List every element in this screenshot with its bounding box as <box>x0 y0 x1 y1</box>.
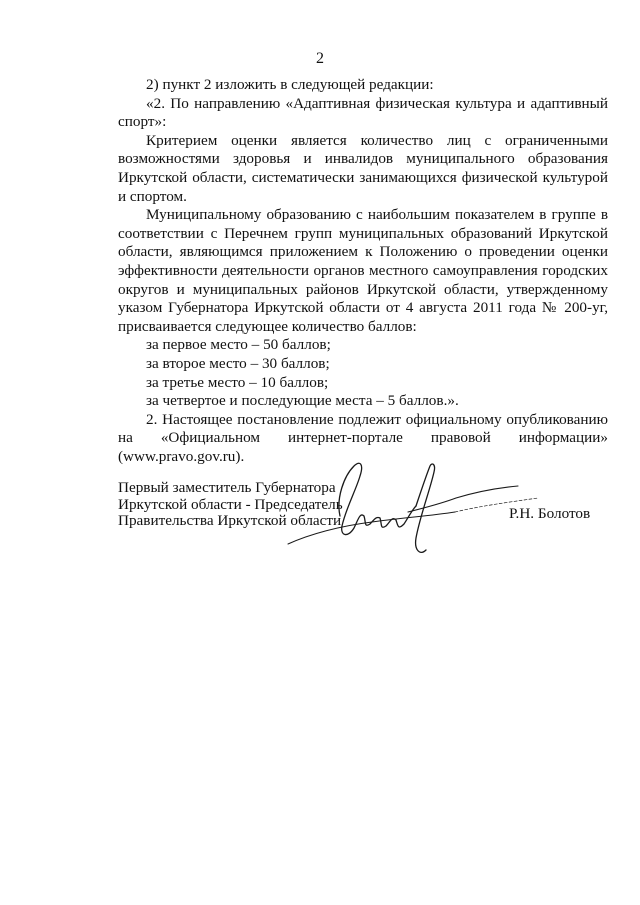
signer-name: Р.Н. Болотов <box>509 505 591 522</box>
score-item-third: за третье место – 10 баллов; <box>146 373 329 391</box>
score-item-first: за первое место – 50 баллов; <box>146 336 331 354</box>
document-body <box>118 76 608 466</box>
signer-title-line: Первый заместитель Губернатора <box>118 479 336 496</box>
section-heading: «2. По направлению «Адаптивная физическая культура и адаптивный спорт»: <box>118 94 608 131</box>
signature-block <box>118 480 608 570</box>
handwritten-signature <box>280 454 542 570</box>
score-item-second: за второе место – 30 баллов; <box>146 354 330 372</box>
signer-title-line: Правительства Иркутской области <box>118 512 342 529</box>
scoring-paragraph: Муниципальному образованию с наибольшим показателем в группе в соответствии с Перечнем групп муниципальных образований Иркутской области, являющимся приложением к Положению о проведении оценки эффективности деятельности органов местного самоуправления городских округов и муниципальных районов Иркутской области, утвержденному указом Губернатора Иркутской области от 4 августа 2011 года № 200-уг, присваивается следующее количество баллов: <box>118 206 608 335</box>
page-number: 2 <box>316 50 324 67</box>
criterion-paragraph: Критерием оценки является количество лиц с ограниченными возможностями здоровья и инвалидов муниципального образования Иркутской области, систематически занимающихся физической культурой и спортом. <box>118 131 608 205</box>
publication-paragraph: 2. Настоящее постановление подлежит официальному опубликованию на «Официальном интернет-портале правовой информации» (www.pravo.gov.ru). <box>118 410 608 465</box>
signer-title-line: Иркутской области - Председатель <box>118 495 343 513</box>
amendment-intro: 2) пункт 2 изложить в следующей редакции: <box>146 76 434 93</box>
score-item-fourth: за четвертое и последующие места – 5 баллов.». <box>146 392 459 410</box>
